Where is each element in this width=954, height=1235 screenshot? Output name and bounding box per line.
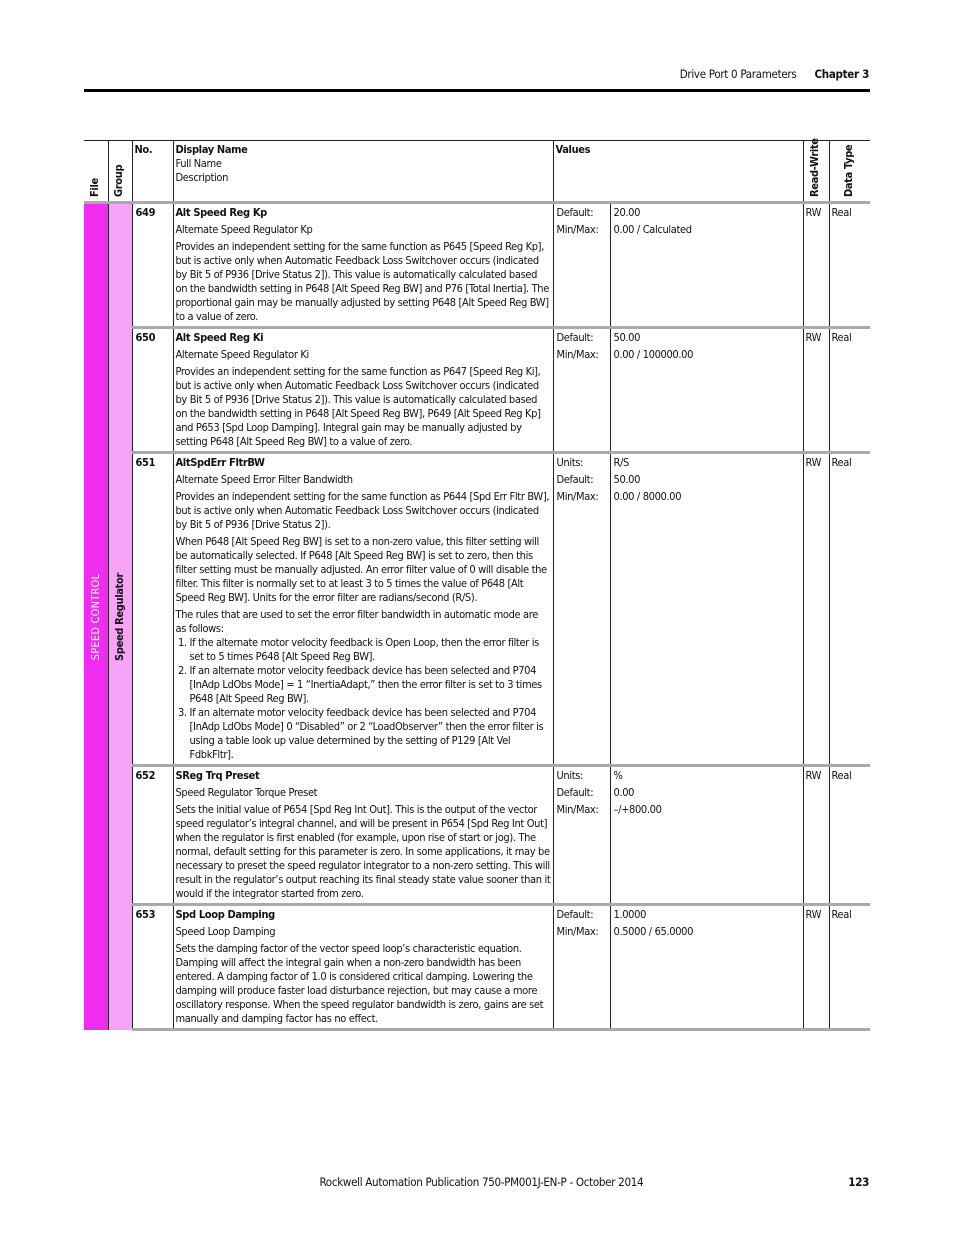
param-read-write: RW bbox=[803, 766, 829, 905]
table-row bbox=[84, 328, 870, 453]
table-header-row bbox=[84, 141, 870, 203]
value-values bbox=[610, 453, 803, 766]
value-text: 0.5000 / 65.0000 bbox=[613, 925, 694, 938]
param-number: 652 bbox=[132, 766, 173, 905]
value-values bbox=[610, 328, 803, 453]
value-label: Min/Max: bbox=[556, 223, 599, 236]
param-data-type: Real bbox=[829, 905, 870, 1030]
value-labels bbox=[553, 905, 610, 1030]
param-display-name: AltSpdErr FltrBW bbox=[175, 456, 265, 469]
param-description bbox=[173, 453, 553, 766]
value-text: 0.00 / Calculated bbox=[613, 223, 692, 236]
running-header bbox=[680, 67, 869, 81]
col-data-type: Data Type bbox=[829, 141, 870, 203]
param-display-name: Spd Loop Damping bbox=[175, 908, 275, 921]
value-label: Min/Max: bbox=[556, 925, 599, 938]
value-labels bbox=[553, 203, 610, 328]
value-label: Units: bbox=[556, 769, 584, 782]
table-row bbox=[84, 766, 870, 905]
group-label: Speed Regulator bbox=[113, 572, 126, 661]
value-label: Min/Max: bbox=[556, 490, 599, 503]
param-paragraph: The rules that are used to set the error filter bandwidth in automatic mode are as follows: bbox=[175, 608, 538, 635]
value-text: 1.0000 bbox=[613, 908, 647, 921]
value-text: 50.00 bbox=[613, 473, 641, 486]
value-label: Default: bbox=[556, 786, 594, 799]
file-label: SPEED CONTROL bbox=[88, 573, 102, 660]
value-label: Units: bbox=[556, 456, 584, 469]
param-data-type: Real bbox=[829, 453, 870, 766]
param-data-type: Real bbox=[829, 203, 870, 328]
value-values bbox=[610, 203, 803, 328]
param-number: 651 bbox=[132, 453, 173, 766]
value-text: 0.00 / 8000.00 bbox=[613, 490, 682, 503]
page-number: 123 bbox=[848, 1175, 869, 1189]
value-label: Default: bbox=[556, 473, 594, 486]
param-paragraph: Provides an independent setting for the same function as P647 [Speed Reg Ki], but is active only when Automatic Feedback Loss Switchover occurs (indicated by Bit 5 of P936 [Drive Status 2]). This value is automatically calculated based on the bandwidth setting in P648 [Alt Speed Reg BW], P649 [Alt Speed Reg Kp] and P653 [Spd Loop Damping]. Integral gain may be manually adjusted by setting P648 [Alt Speed Reg BW] to a value of zero. bbox=[175, 365, 541, 448]
value-text: 50.00 bbox=[613, 331, 641, 344]
param-display-name: Alt Speed Reg Kp bbox=[175, 206, 267, 219]
param-number: 649 bbox=[132, 203, 173, 328]
parameter-table bbox=[84, 140, 870, 1031]
param-paragraph: Provides an independent setting for the same function as P645 [Speed Reg Kp], but is active only when Automatic Feedback Loss Switchover occurs (indicated by Bit 5 of P936 [Drive Status 2]). This value is automatically calculated based on the bandwidth setting in P648 [Alt Speed Reg BW] and P76 [Total Inertia]. The proportional gain may be manually adjusted by setting P648 [Alt Speed Reg BW] to a value of zero. bbox=[175, 240, 549, 323]
param-read-write: RW bbox=[803, 905, 829, 1030]
col-read-write: Read-Write bbox=[803, 141, 829, 203]
header-chapter: Chapter 3 bbox=[814, 67, 869, 81]
param-paragraph: Sets the damping factor of the vector speed loop’s characteristic equation. Damping will affect the integral gain when a non-zero bandwidth has been entered. A damping factor of 1.0 is considered critical damping. Lowering the damping will produce faster load disturbance rejection, but may cause a more oscillatory response. When the speed regulator bandwidth is zero, gains are set manually and damping factor has no effect. bbox=[175, 942, 544, 1025]
list-item: 1. If the alternate motor velocity feedback is Open Loop, then the error filter is set to 5 times P648 [Alt Speed Reg BW]. bbox=[190, 636, 551, 664]
list-item: 3. If an alternate motor velocity feedback device has been selected and P704 [InAdp LdObs Mode] 0 “Disabled” or 2 “LoadObserver” then the error filter is using a table look up value determined by the setting of P129 [Alt Vel FdbkFltr]. bbox=[190, 706, 551, 762]
value-label: Default: bbox=[556, 331, 594, 344]
value-label: Default: bbox=[556, 206, 594, 219]
param-full-name: Alternate Speed Regulator Kp bbox=[175, 223, 313, 236]
col-group: Group bbox=[108, 141, 132, 203]
param-full-name: Alternate Speed Regulator Ki bbox=[175, 348, 309, 361]
param-description bbox=[173, 203, 553, 328]
param-read-write: RW bbox=[803, 203, 829, 328]
col-values: Values bbox=[553, 141, 803, 203]
value-text: % bbox=[613, 769, 623, 782]
col-no: No. bbox=[132, 141, 173, 203]
value-labels bbox=[553, 328, 610, 453]
list-item: 2. If an alternate motor velocity feedback device has been selected and P704 [InAdp LdObs Mode] = 1 “InertiaAdapt,” then the error filter is set to 3 times P648 [Alt Speed Reg BW]. bbox=[190, 664, 551, 706]
col-display-name: Display Name Full Name Description bbox=[173, 141, 553, 203]
param-number: 650 bbox=[132, 328, 173, 453]
param-full-name: Speed Loop Damping bbox=[175, 925, 276, 938]
value-text: 0.00 / 100000.00 bbox=[613, 348, 694, 361]
param-full-name: Speed Regulator Torque Preset bbox=[175, 786, 318, 799]
value-values bbox=[610, 905, 803, 1030]
value-values bbox=[610, 766, 803, 905]
param-full-name: Alternate Speed Error Filter Bandwidth bbox=[175, 473, 353, 486]
param-read-write: RW bbox=[803, 453, 829, 766]
param-rule-list bbox=[176, 636, 551, 762]
col-file: File bbox=[84, 141, 108, 203]
header-rule bbox=[84, 89, 870, 92]
param-data-type: Real bbox=[829, 766, 870, 905]
param-display-name: Alt Speed Reg Ki bbox=[175, 331, 264, 344]
value-labels bbox=[553, 766, 610, 905]
footer-publication: Rockwell Automation Publication 750-PM001J-EN-P - October 2014 bbox=[319, 1175, 644, 1189]
group-cell bbox=[108, 203, 132, 1030]
value-text: R/S bbox=[613, 456, 629, 469]
param-display-name: SReg Trq Preset bbox=[175, 769, 260, 782]
value-label: Min/Max: bbox=[556, 348, 599, 361]
param-number: 653 bbox=[132, 905, 173, 1030]
file-cell bbox=[84, 203, 108, 1030]
param-paragraph: Sets the initial value of P654 [Spd Reg Int Out]. This is the output of the vector speed regulator’s integral channel, and will be present in P654 [Spd Reg Int Out] when the regulator is first enabled (for example, upon rise of start or jog). The normal, default setting for this parameter is zero. In some applications, it may be necessary to preset the speed regulator integrator to a non-zero setting. This will result in the regulator’s output reaching its final steady state value sooner than it would if the integrator started from zero. bbox=[175, 803, 551, 900]
value-label: Min/Max: bbox=[556, 803, 599, 816]
param-paragraph: Provides an independent setting for the same function as P644 [Spd Err Fltr BW], but is active only when Automatic Feedback Loss Switchover occurs (indicated by Bit 5 of P936 [Drive Status 2]). bbox=[175, 490, 550, 531]
param-description bbox=[173, 905, 553, 1030]
table-row bbox=[84, 453, 870, 766]
table-row bbox=[84, 203, 870, 328]
value-text: –/+800.00 bbox=[613, 803, 662, 816]
param-description bbox=[173, 328, 553, 453]
param-data-type: Real bbox=[829, 328, 870, 453]
value-label: Default: bbox=[556, 908, 594, 921]
param-read-write: RW bbox=[803, 328, 829, 453]
param-description bbox=[173, 766, 553, 905]
value-text: 0.00 bbox=[613, 786, 635, 799]
header-section: Drive Port 0 Parameters bbox=[679, 67, 797, 81]
table-row bbox=[84, 905, 870, 1030]
param-paragraph: When P648 [Alt Speed Reg BW] is set to a non-zero value, this filter setting will be automatically selected. If P648 [Alt Speed Reg BW] is set to zero, then this filter setting must be manually adjusted. An error filter value of 0 will disable the filter. This filter is normally set to at least 3 to 5 times the value of P648 [Alt Speed Reg BW]. Units for the error filter are radians/second (R/S). bbox=[175, 535, 547, 604]
page-footer bbox=[319, 1175, 869, 1189]
value-labels bbox=[553, 453, 610, 766]
value-text: 20.00 bbox=[613, 206, 641, 219]
